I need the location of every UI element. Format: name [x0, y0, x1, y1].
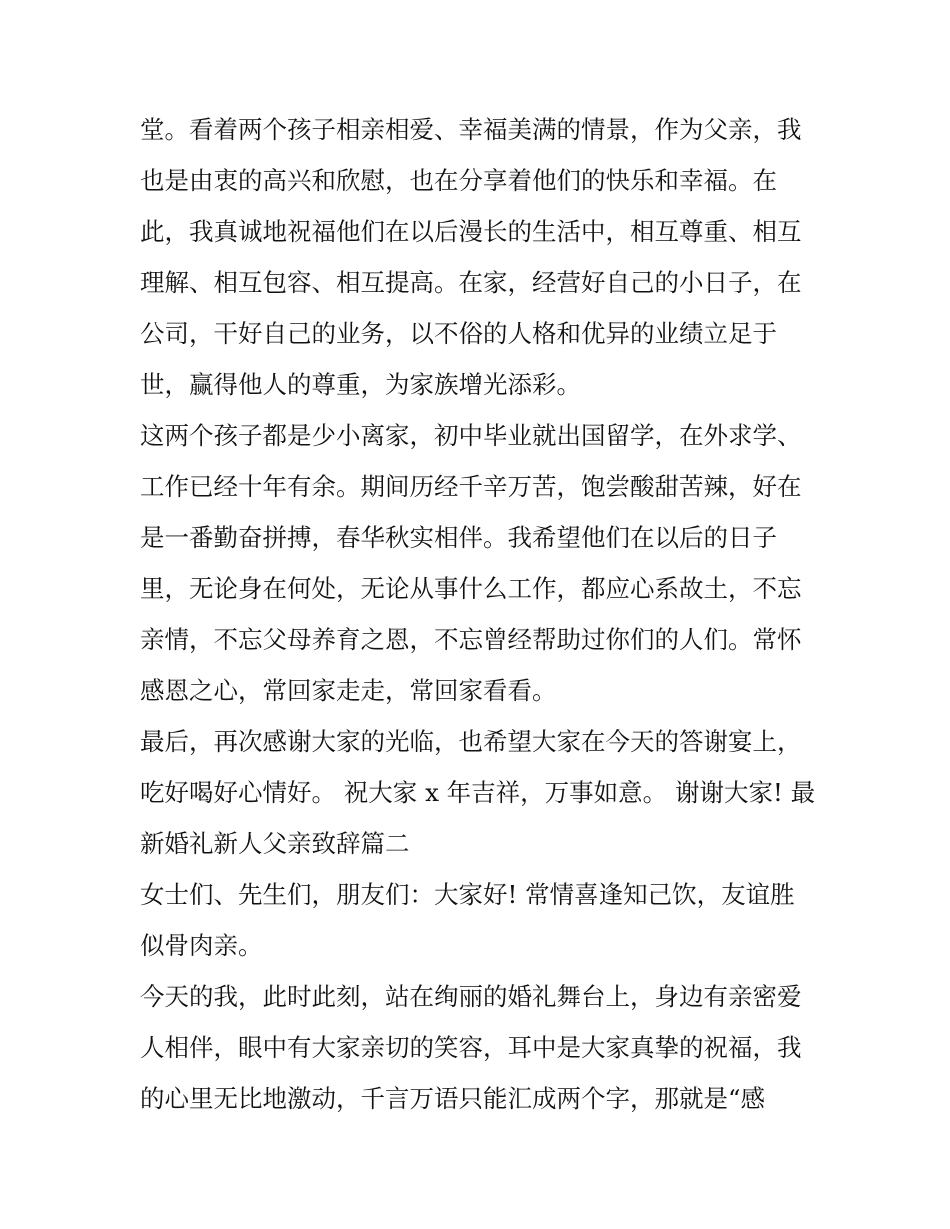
- text-line: 感恩之心，常回家走走，常回家看看。: [140, 676, 557, 705]
- text-line: 堂。看着两个孩子相亲相爱、幸福美满的情景，作为父亲，我: [140, 115, 802, 144]
- text-line: 公司，干好自己的业务，以不俗的人格和优异的业绩立足于: [140, 319, 777, 348]
- section-heading-line: 新婚礼新人父亲致辞篇二: [140, 829, 410, 858]
- text-line: 女士们、先生们，朋友们：大家好! 常情喜逢知己饮，友谊胜: [140, 880, 795, 909]
- text-line: 此，我真诚地祝福他们在以后漫长的生活中，相互尊重、相互: [140, 217, 802, 246]
- text-line: 亲情，不忘父母养育之恩，不忘曾经帮助过你们的人们。常怀: [140, 625, 802, 654]
- text-line: 这两个孩子都是少小离家，初中毕业就出国留学，在外求学、: [140, 421, 802, 450]
- text-line: 似骨肉亲。: [140, 931, 263, 960]
- text-line: 工作已经十年有余。期间历经千辛万苦，饱尝酸甜苦辣，好在: [140, 472, 802, 501]
- text-line: 理解、相互包容、相互提高。在家，经营好自己的小日子，在: [140, 268, 802, 297]
- text-line: 的心里无比地激动，千言万语只能汇成两个字，那就是“感: [140, 1084, 766, 1113]
- text-line: 也是由衷的高兴和欣慰，也在分享着他们的快乐和幸福。在: [140, 166, 777, 195]
- text-line: 今天的我，此时此刻，站在绚丽的婚礼舞台上，身边有亲密爱: [140, 982, 802, 1011]
- text-line: 吃好喝好心情好。 祝大家 x 年吉祥，万事如意。 谢谢大家! 最: [140, 778, 816, 807]
- text-line: 是一番勤奋拼搏，春华秋实相伴。我希望他们在以后的日子: [140, 523, 777, 552]
- document-body: [140, 104, 820, 1124]
- text-line: 世，赢得他人的尊重，为家族增光添彩。: [140, 370, 581, 399]
- text-line: 最后，再次感谢大家的光临，也希望大家在今天的答谢宴上，: [140, 727, 802, 756]
- text-line: 人相伴，眼中有大家亲切的笑容，耳中是大家真挚的祝福，我: [140, 1033, 802, 1062]
- text-line: 里，无论身在何处，无论从事什么工作，都应心系故土，不忘: [140, 574, 802, 603]
